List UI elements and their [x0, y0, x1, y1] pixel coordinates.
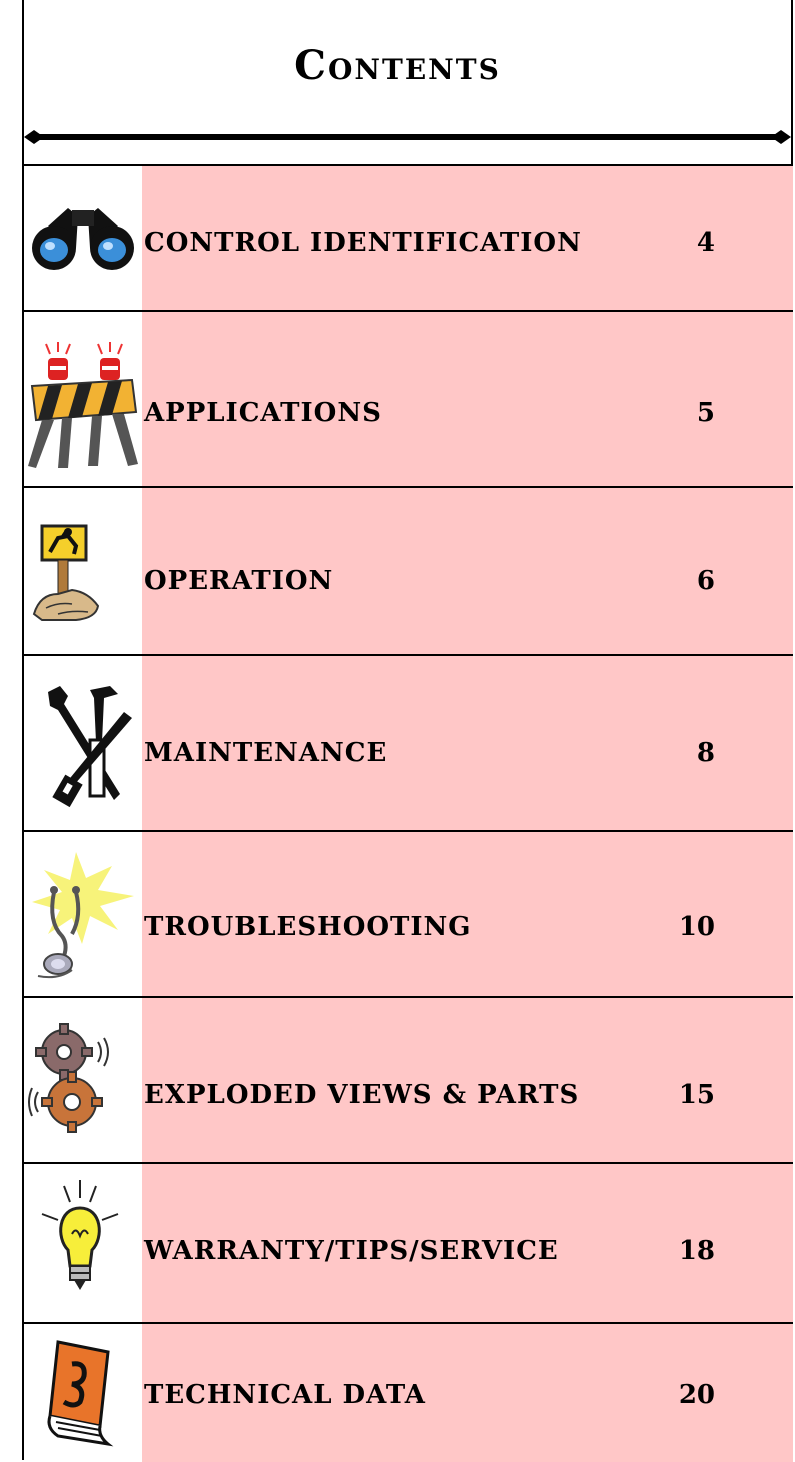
toc-entry-technical-data[interactable]	[22, 1324, 793, 1462]
toc-entry-maintenance[interactable]	[22, 656, 793, 832]
toc-entry-warranty-tips-service[interactable]	[22, 1164, 793, 1324]
toc-label: MAINTENANCE	[144, 738, 388, 768]
toc-label: OPERATION	[144, 566, 334, 596]
toc-entry-exploded-views-parts[interactable]	[22, 998, 793, 1164]
stethoscope-icon	[28, 852, 138, 982]
page-title: Contents	[294, 42, 501, 89]
toc-page-number: 8	[696, 738, 715, 768]
toc-entry-applications[interactable]	[22, 312, 793, 488]
gears-icon	[28, 1022, 138, 1142]
toc-entry-control-identification[interactable]	[22, 166, 793, 312]
toc-label: CONTROL IDENTIFICATION	[144, 228, 582, 258]
toc-page-number: 6	[696, 566, 715, 596]
toc-page-number: 20	[678, 1380, 715, 1410]
toc-label: EXPLODED VIEWS & PARTS	[144, 1080, 580, 1110]
lightbulb-icon	[28, 1180, 138, 1300]
toc-entry-troubleshooting[interactable]	[22, 832, 793, 998]
toc-label: TECHNICAL DATA	[144, 1380, 426, 1410]
construction-sign-icon	[28, 524, 138, 624]
road-barrier-icon	[28, 340, 138, 470]
book-icon	[28, 1332, 138, 1452]
toc-label: APPLICATIONS	[144, 398, 382, 428]
binoculars-icon	[28, 186, 138, 286]
toc-page-number: 15	[678, 1080, 715, 1110]
title-divider	[24, 127, 791, 147]
toc-label: TROUBLESHOOTING	[144, 912, 472, 942]
toc-page-number: 4	[696, 228, 715, 258]
tools-icon	[28, 682, 138, 812]
toc-entry-operation[interactable]	[22, 488, 793, 656]
toc-page-number: 5	[696, 398, 715, 428]
toc-page-number: 18	[678, 1236, 715, 1266]
toc-page-number: 10	[678, 912, 715, 942]
toc-label: WARRANTY/TIPS/SERVICE	[144, 1236, 559, 1266]
